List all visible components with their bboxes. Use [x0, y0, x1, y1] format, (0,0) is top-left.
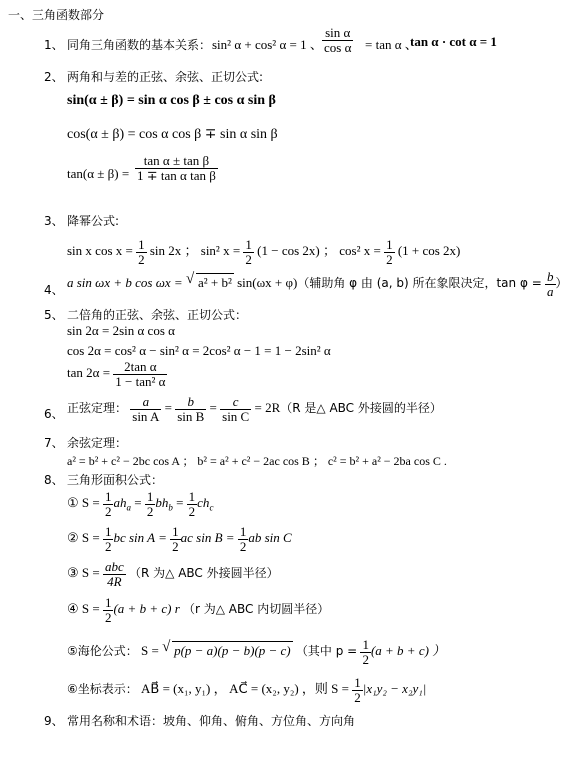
coordinate-label: ⑥坐标表示：	[67, 682, 138, 697]
section-heading: 一、三角函数部分	[8, 8, 105, 22]
item-label-5: 二倍角的正弦、余弦、正切公式：	[67, 308, 248, 322]
fraction-denominator: a	[547, 283, 554, 299]
fraction-denominator: 2	[104, 609, 112, 625]
item-label-9: 常用名称和术语：坡角、仰角、俯角、方位角、方向角	[67, 714, 356, 728]
fraction-numerator: a	[130, 395, 161, 410]
cos2x-rhs: (1 + cos 2x)	[397, 243, 461, 259]
sin-sum-formula: sin(α ± β) = sin α cos β ± cos α sin β	[67, 93, 276, 108]
item-number-4: 4、	[44, 283, 64, 297]
fraction-numerator: abc	[104, 559, 124, 574]
subscript-a: a	[126, 502, 131, 513]
radicand: p(p − a)(p − b)(p − c)	[174, 643, 291, 659]
sin2x-rhs: (1 − cos 2x) ；	[257, 243, 336, 259]
fraction-numerator: 1	[138, 237, 145, 252]
item-number-3: 3、	[44, 214, 64, 228]
item-number-8: 8、	[44, 473, 64, 487]
law-of-sines-tail: = 2R	[254, 400, 281, 416]
power-reduction-formulas	[67, 238, 460, 266]
fraction-denominator: 2	[172, 538, 179, 554]
radicand: a² + b²	[197, 275, 232, 291]
aux-close: ）	[555, 276, 568, 291]
radical-sign-icon: √	[162, 639, 171, 656]
sinxcosx-lhs: sin x cos x =	[67, 243, 133, 259]
heron-tail: (a + b + c) ）	[370, 643, 446, 659]
item-number-9: 9、	[44, 714, 64, 728]
fraction-denominator: 1 − tan² α	[115, 373, 166, 389]
law-of-cosines: a² = b² + c² − 2bc cos A ； b² = a² + c² − 2ac cos B ； c² = b² + a² − 2ba cos C .	[67, 454, 447, 468]
item-number-5: 5、	[44, 308, 64, 322]
item-label-7: 余弦定理：	[67, 436, 128, 450]
area1-term-a: ah	[113, 495, 127, 511]
fraction-numerator: tan α ± tan β	[135, 154, 218, 169]
area2-term-b: ac sin B =	[180, 530, 235, 546]
tan-identity: = tan α 、	[365, 37, 418, 52]
law-of-sines-label: 正弦定理：	[67, 401, 128, 416]
fraction-denominator: 2	[354, 689, 361, 705]
fraction-numerator: 1	[188, 489, 196, 504]
tan2a-lhs: tan 2α =	[67, 365, 111, 381]
area-formula-2	[67, 525, 292, 553]
area3-lhs: ③ S =	[67, 565, 100, 581]
fraction-denominator: 2	[386, 251, 393, 267]
area3-note: （R 为△ ABC 外接圆半径）	[129, 566, 279, 581]
fraction-numerator: 1	[104, 595, 112, 610]
fraction-denominator: cos α	[324, 39, 352, 55]
fraction-denominator: 2	[104, 538, 112, 554]
item-label-8: 三角形面积公式：	[67, 473, 164, 487]
law-of-sines	[67, 395, 442, 423]
area-formula-1	[67, 490, 213, 518]
fraction-numerator: 1	[239, 524, 247, 539]
equals: =	[209, 400, 217, 416]
law-of-sines-note: （R 是△ ABC 外接圆的半径）	[280, 401, 442, 416]
item-number-2: 2、	[44, 70, 64, 84]
fraction-numerator: 2tan α	[113, 360, 167, 375]
area2-term-c: ab sin C	[248, 530, 292, 546]
fraction-numerator: 1	[146, 489, 154, 504]
fraction-denominator: 2	[146, 503, 154, 519]
item-number-6: 6、	[44, 407, 64, 421]
square-root	[186, 273, 234, 291]
area2-term-a: bc sin A =	[113, 530, 167, 546]
item-label-1: 同角三角函数的基本关系：	[67, 38, 212, 52]
fraction-numerator: c	[220, 395, 251, 410]
item-label-3: 降幂公式:	[67, 214, 120, 228]
area1-term-c: ch	[197, 495, 210, 511]
area-formula-5	[67, 638, 445, 666]
area4-note: （r 为△ ABC 内切圆半径）	[183, 602, 330, 617]
sin2x-lhs: sin² x =	[200, 243, 241, 259]
aux-rhs: sin(ωx + φ)	[237, 275, 298, 291]
area1-lhs: ① S =	[67, 495, 100, 511]
aux-lhs: a sin ωx + b cos ωx =	[67, 275, 183, 291]
tan-cot-identity: tan α · cot α = 1	[410, 34, 497, 49]
fraction-numerator: 1	[104, 489, 112, 504]
coordinate-abs: |x₁y₂ − x₂y₁|	[362, 681, 427, 697]
fraction-numerator: 1	[245, 237, 252, 252]
cos-sum-formula: cos(α ± β) = cos α cos β ∓ sin α sin β	[67, 127, 278, 142]
item-number-7: 7、	[44, 436, 64, 450]
cos2x-lhs: cos² x =	[339, 243, 381, 259]
fraction-denominator: sin A	[132, 408, 160, 424]
aux-note: （辅助角 φ 由 (a, b) 所在象限决定，tan φ =	[297, 276, 542, 291]
fraction-numerator: sin α	[322, 26, 353, 41]
sin-cos-fraction	[322, 26, 353, 54]
heron-note: （其中 p =	[295, 644, 358, 659]
equals: =	[164, 400, 172, 416]
sinxcosx-rhs: sin 2x ；	[149, 243, 198, 259]
double-angle-sin: sin 2α = 2sin α cos α	[67, 323, 175, 338]
tan-sum-lhs: tan(α ± β) =	[67, 166, 130, 181]
heron-label: ⑤海伦公式：	[67, 644, 138, 659]
item-number-1: 1、	[44, 38, 64, 52]
fraction-denominator: 1 ∓ tan α tan β	[137, 167, 216, 183]
pythagorean-identity: sin² α + cos² α = 1 、	[212, 37, 323, 52]
fraction-denominator: sin B	[177, 408, 205, 424]
heron-lhs: S =	[141, 643, 159, 659]
radical-sign-icon: √	[185, 271, 195, 288]
double-angle-tan	[67, 360, 167, 388]
fraction-numerator: 1	[172, 524, 179, 539]
subscript-c: c	[209, 502, 214, 513]
fraction-numerator: b	[175, 395, 206, 410]
area4-rhs: (a + b + c) r	[113, 601, 180, 617]
fraction-denominator: 2	[362, 651, 369, 667]
fraction-denominator: 2	[239, 538, 247, 554]
item-label-2: 两角和与差的正弦、余弦、正切公式:	[67, 70, 264, 84]
fraction-denominator: 2	[138, 251, 145, 267]
fraction-denominator: 2	[245, 251, 252, 267]
fraction-numerator: b	[547, 269, 554, 284]
fraction-numerator: 1	[386, 237, 393, 252]
equals: =	[176, 495, 184, 511]
subscript-b: b	[168, 502, 173, 513]
auxiliary-angle-formula	[67, 270, 568, 298]
area2-lhs: ② S =	[67, 530, 100, 546]
fraction-numerator: 1	[104, 524, 112, 539]
equals: =	[134, 495, 142, 511]
area-formula-6	[67, 676, 426, 704]
tan-sum-fraction	[135, 154, 218, 182]
fraction-denominator: 2	[188, 503, 196, 519]
fraction-denominator: 2	[104, 503, 112, 519]
fraction-denominator: sin C	[222, 408, 250, 424]
area1-term-b: bh	[155, 495, 169, 511]
area4-lhs: ④ S =	[67, 601, 100, 617]
area-formula-3	[67, 560, 279, 588]
fraction-numerator: 1	[354, 675, 361, 690]
fraction-numerator: 1	[362, 637, 369, 652]
area-formula-4	[67, 596, 329, 624]
coordinate-vectors: AB⃗ = (x₁, y₁) ， AC⃗ = (x₂, y₂) ，则 S =	[141, 681, 349, 697]
fraction-denominator: 4R	[107, 573, 122, 589]
square-root	[162, 641, 293, 659]
double-angle-cos: cos 2α = cos² α − sin² α = 2cos² α − 1 = 1 − 2sin² α	[67, 343, 331, 358]
